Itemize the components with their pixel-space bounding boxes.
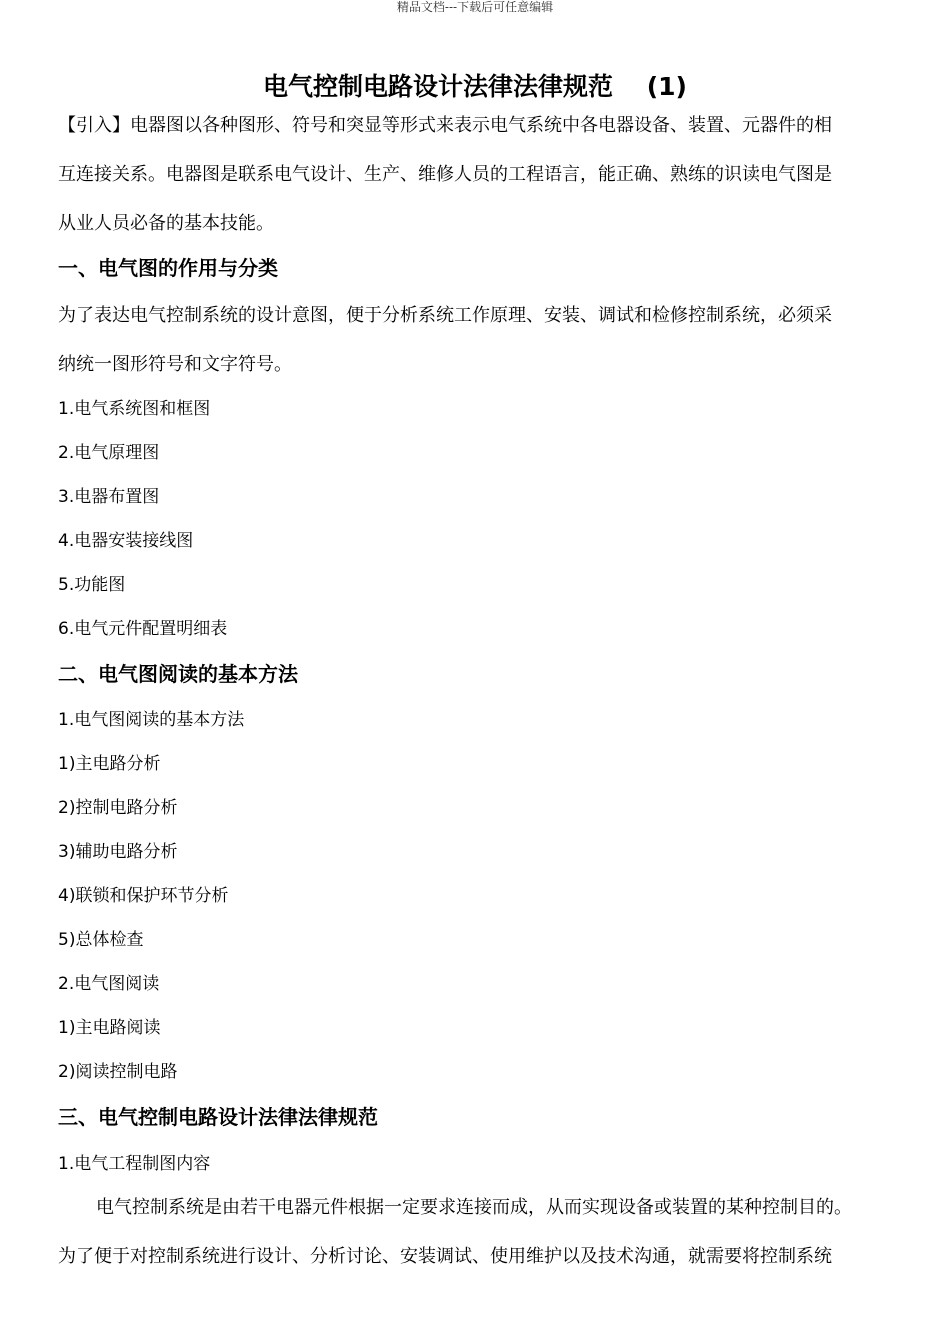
section-2-item: 2)控制电路分析 — [58, 798, 178, 818]
section-1-item: 4.电器安装接线图 — [58, 531, 194, 551]
section-2-item: 3)辅助电路分析 — [58, 842, 178, 862]
section-2-item: 4)联锁和保护环节分析 — [58, 886, 229, 906]
intro-line-3: 从业人员必备的基本技能。 — [58, 213, 274, 234]
section-2-item: 5)总体检查 — [58, 930, 144, 950]
section-2-item: 2.电气图阅读 — [58, 974, 160, 994]
document-title: 电气控制电路设计法律法律规范 (1) — [263, 72, 687, 101]
section-2-item: 1)主电路分析 — [58, 754, 161, 774]
section-2-item: 1)主电路阅读 — [58, 1018, 161, 1038]
section-3-heading: 三、电气控制电路设计法律法律规范 — [58, 1105, 378, 1129]
section-1-item: 6.电气元件配置明细表 — [58, 619, 228, 639]
section-3-para-line-2: 为了便于对控制系统进行设计、分析讨论、安装调试、使用维护以及技术沟通，就需要将控制系统 — [58, 1246, 832, 1267]
intro-line-2: 互连接关系。电器图是联系电气设计、生产、维修人员的工程语言，能正确、熟练的识读电气图是 — [58, 164, 832, 185]
section-3-item: 1.电气工程制图内容 — [58, 1154, 211, 1174]
section-2-item: 1.电气图阅读的基本方法 — [58, 710, 245, 730]
section-1-item: 5.功能图 — [58, 575, 126, 595]
section-1-item: 2.电气原理图 — [58, 443, 160, 463]
section-1-item: 3.电器布置图 — [58, 487, 160, 507]
section-1-para-line-1: 为了表达电气控制系统的设计意图，便于分析系统工作原理、安装、调试和检修控制系统，必须采 — [58, 305, 832, 326]
section-3-para-line-1: 电气控制系统是由若干电器元件根据一定要求连接而成，从而实现设备或装置的某种控制目的。 — [96, 1197, 852, 1218]
section-1-para-line-2: 纳统一图形符号和文字符号。 — [58, 354, 292, 375]
section-1-item: 1.电气系统图和框图 — [58, 399, 211, 419]
section-2-heading: 二、电气图阅读的基本方法 — [58, 662, 298, 686]
section-2-item: 2)阅读控制电路 — [58, 1062, 178, 1082]
section-1-heading: 一、电气图的作用与分类 — [58, 256, 278, 280]
intro-line-1: 【引入】电器图以各种图形、符号和突显等形式来表示电气系统中各电器设备、装置、元器件的相 — [58, 115, 832, 136]
page-header: 精品文档---下载后可任意编辑 — [396, 0, 554, 14]
